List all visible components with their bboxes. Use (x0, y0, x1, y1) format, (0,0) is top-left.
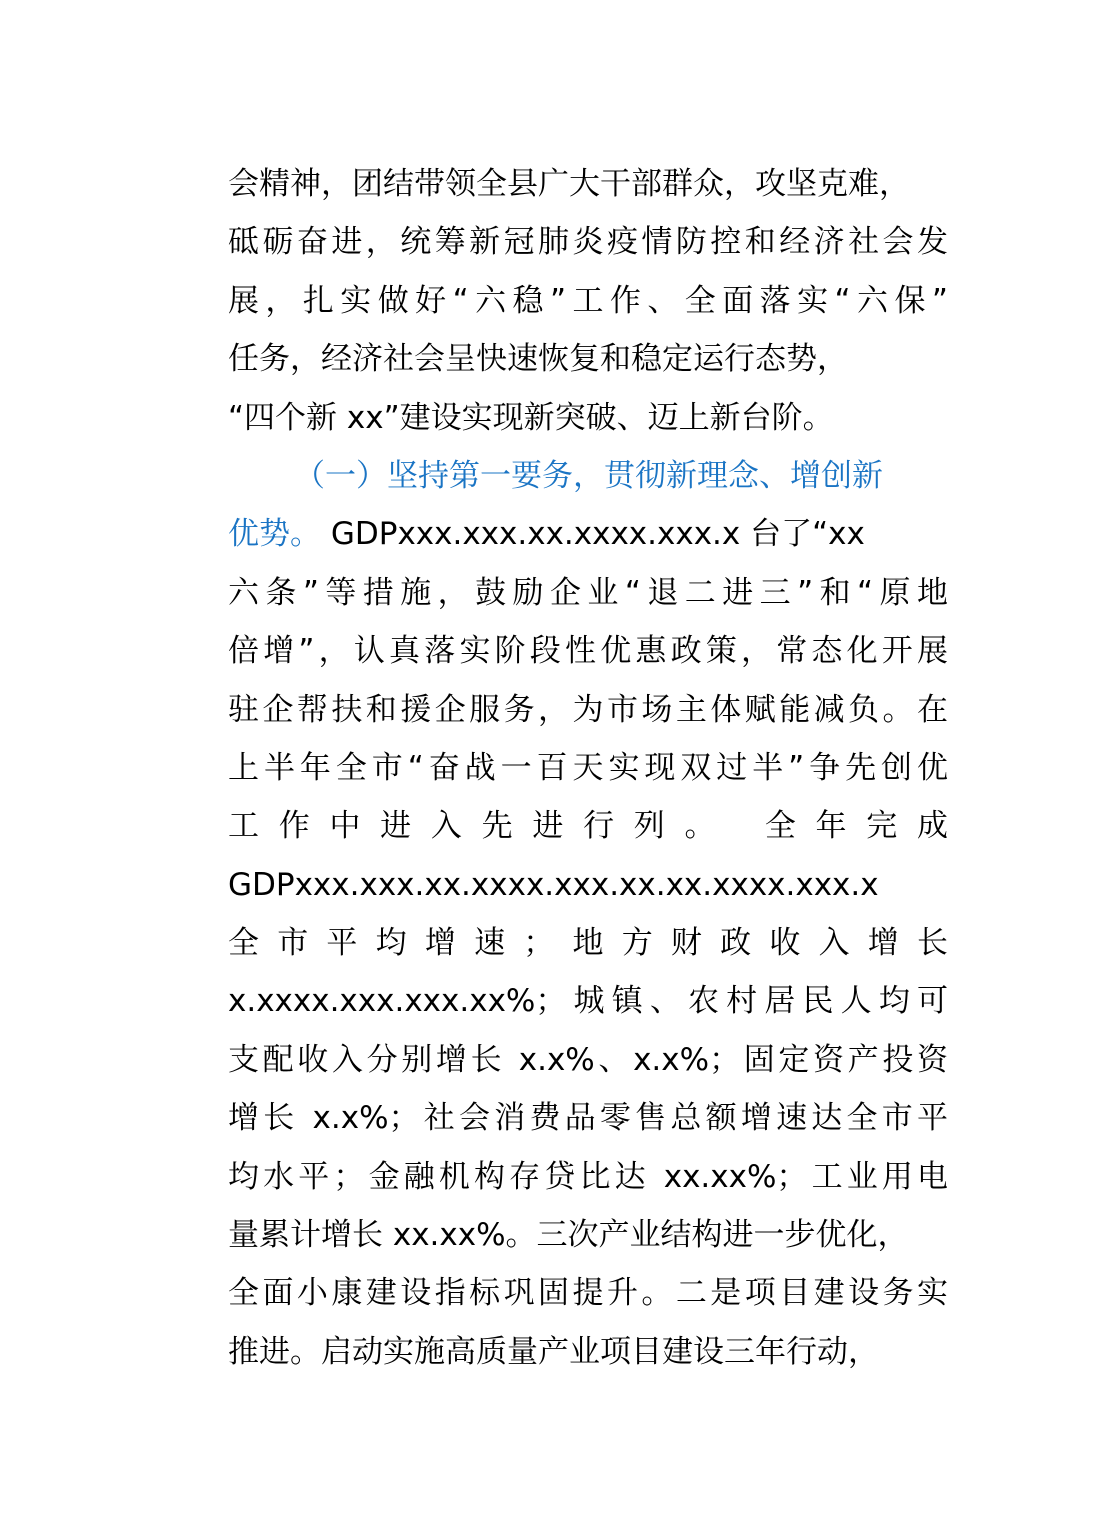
text-line: 六条”等措施，鼓励企业“退二进三”和“原地 (228, 574, 948, 611)
section-heading: （一）坚持第一要务，贯彻新理念、增创新 (294, 457, 883, 494)
text-line: “四个新 xx”建设实现新突破、迈上新台阶。 (228, 399, 834, 436)
document-body (228, 155, 948, 1381)
text-line: GDPxxx.xxx.xx.xxxx.xxx.xx.xx.xxxx.xxx.x (228, 866, 879, 903)
text-line: 全面小康建设指标巩固提升。二是项目建设务实 (228, 1275, 948, 1312)
text-line: 增长 x.x%；社会消费品零售总额增速达全市平 (228, 1100, 948, 1137)
text-line: 量累计增长 xx.xx%。三次产业结构进一步优化， (228, 1217, 909, 1254)
text-line: 推进。启动实施高质量产业项目建设三年行动， (228, 1333, 879, 1370)
section-heading-continued: 优势。 (228, 516, 321, 553)
text-line: 砥砺奋进，统筹新冠肺炎疫情防控和经济社会发 (228, 224, 948, 261)
text-line: 倍增”，认真落实阶段性优惠政策，常态化开展 (228, 633, 948, 670)
text-line: 上半年全市“奋战一百天实现双过半”争先创优 (228, 749, 948, 786)
text-line: 工作中进入先进行列。 全年完成 (228, 808, 948, 845)
text-line: 任务，经济社会呈快速恢复和稳定运行态势， (228, 341, 848, 378)
text-line: 展，扎实做好“六稳”工作、全面落实“六保” (228, 282, 948, 319)
text-line: 均水平；金融机构存贷比达 xx.xx%；工业用电 (228, 1158, 948, 1195)
text-line (228, 505, 948, 563)
text-line: 驻企帮扶和援企服务，为市场主体赋能减负。在 (228, 691, 948, 728)
text-line: 全市平均增速；地方财政收入增长 (228, 925, 948, 962)
text-line: 会精神，团结带领全县广大干部群众，攻坚克难， (228, 166, 910, 202)
text-line: 支配收入分别增长 x.x%、x.x%；固定资产投资 (228, 1041, 948, 1078)
text-segment: GDPxxx.xxx.xx.xxxx.xxx.x 台了“xx (321, 516, 865, 553)
text-line: x.xxxx.xxx.xxx.xx%；城镇、农村居民人均可 (228, 983, 948, 1020)
